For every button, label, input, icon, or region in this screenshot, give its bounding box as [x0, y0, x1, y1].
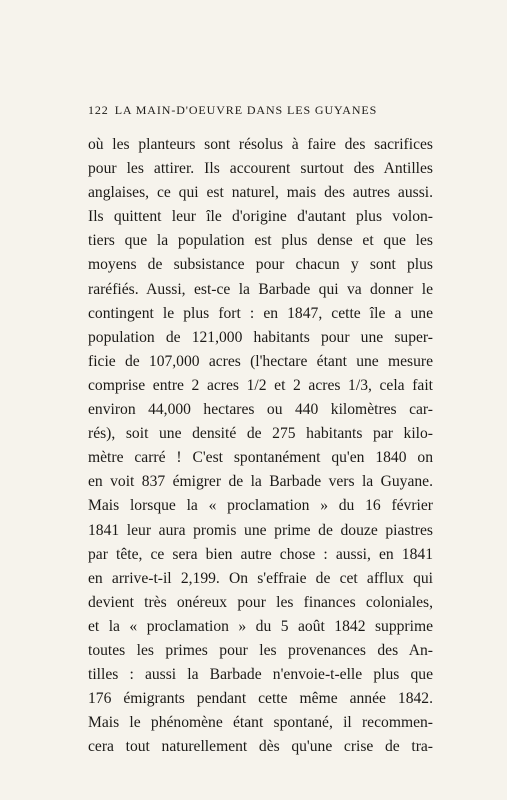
text-line: moyens de subsistance pour chacun y sont plus: [88, 256, 433, 274]
text-line: 1841 leur aura promis une prime de douze piastres: [88, 521, 433, 539]
text-line: par tête, ce sera bien autre chose : aussi, en 1841: [88, 545, 433, 563]
text-line: où les planteurs sont résolus à faire des sacrifices: [88, 136, 433, 153]
text-line: rés), soit une densité de 275 habitants par kilo-: [88, 425, 433, 443]
text-line: en voit 837 émigrer de la Barbade vers la Guyane.: [88, 473, 433, 491]
text-line: ficie de 107,000 acres (l'hectare étant une mesure: [88, 352, 433, 370]
text-line: 176 émigrants pendant cette même année 1842.: [88, 690, 433, 708]
text-line: devient très onéreux pour les finances coloniales,: [88, 593, 433, 611]
text-line: contingent le plus fort : en 1847, cette île a une: [88, 304, 433, 322]
text-line: cera tout naturellement dès qu'une crise de tra-: [88, 738, 433, 756]
text-line: anglaises, ce qui est naturel, mais des autres aussi.: [88, 184, 433, 202]
text-line: raréfiés. Aussi, est-ce la Barbade qui va donner le: [88, 280, 433, 298]
text-line: Mais lorsque la « proclamation » du 16 février: [88, 497, 433, 515]
text-line: Mais le phénomène étant spontané, il recommen-: [88, 714, 433, 732]
text-line: mètre carré ! C'est spontanément qu'en 1840 on: [88, 449, 433, 467]
page-number: 122: [88, 103, 109, 117]
body-text: [88, 133, 433, 759]
text-line: en arrive-t-il 2,199. On s'effraie de cet afflux qui: [88, 569, 433, 587]
text-line: Ils quittent leur île d'origine d'autant plus volon-: [88, 208, 433, 226]
text-line: tilles : aussi la Barbade n'envoie-t-elle plus que: [88, 666, 433, 684]
text-line: comprise entre 2 acres 1/2 et 2 acres 1/3, cela fait: [88, 376, 433, 394]
text-line: et la « proclamation » du 5 août 1842 supprime: [88, 617, 433, 635]
text-line: population de 121,000 habitants pour une super-: [88, 328, 433, 346]
running-title: LA MAIN-D'OEUVRE DANS LES GUYANES: [114, 103, 378, 117]
text-line: environ 44,000 hectares ou 440 kilomètres car-: [88, 401, 433, 419]
text-line: tiers que la population est plus dense et que les: [88, 232, 433, 250]
text-line: pour les attirer. Ils accourent surtout des Antilles: [88, 160, 433, 178]
running-header: [88, 102, 433, 118]
text-line: toutes les primes pour les provenances des An-: [88, 641, 433, 659]
